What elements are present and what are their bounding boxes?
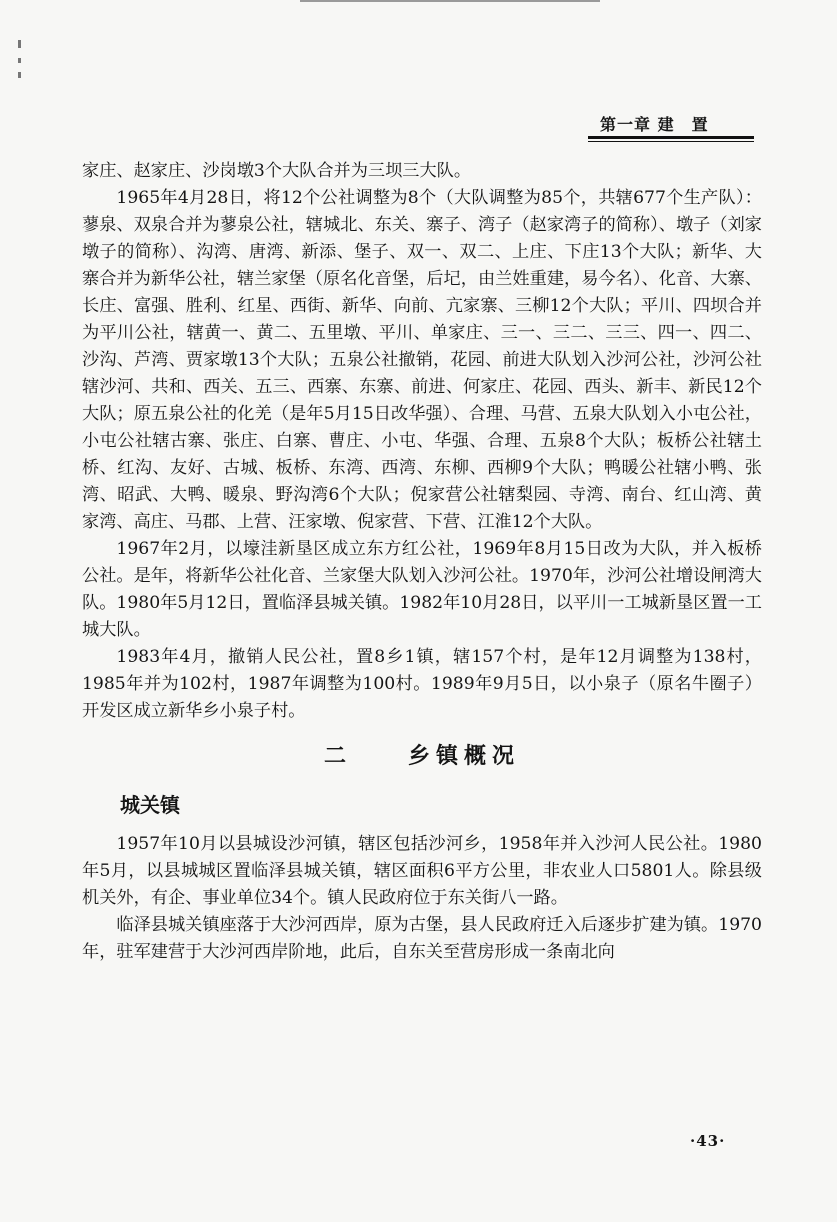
scan-top-rule: [300, 0, 600, 2]
subsection-title: 城关镇: [120, 793, 180, 817]
header-rule: [588, 136, 754, 139]
paragraph: 临泽县城关镇座落于大沙河西岸，原为古堡，县人民政府迁入后逐步扩建为镇。1970年，驻军建营于大沙河西岸阶地，此后，自东关至营房形成一条南北向: [82, 915, 762, 962]
running-header: 第一章 建 置: [600, 115, 709, 134]
paragraph: 1983年4月，撤销人民公社，置8乡1镇，辖157个村，是年12月调整为138村，1985年并为102村，1987年调整为100村。1989年9月5日，以小泉子（原名牛圈子）开发区成立新华乡小泉子村。: [82, 647, 762, 721]
paragraph: 1967年2月，以壕洼新垦区成立东方红公社，1969年8月15日改为大队，并入板桥公社。是年，将新华公社化音、兰家堡大队划入沙河公社。1970年，沙河公社增设闸湾大队。1980年5月12日，置临泽县城关镇。1982年10月28日，以平川一工城新垦区置一工城大队。: [82, 539, 762, 640]
body-text: [82, 158, 762, 966]
binding-mark: [18, 72, 21, 78]
section-title: 二 乡镇概况: [323, 743, 520, 769]
binding-mark: [18, 58, 21, 63]
paragraph: 1965年4月28日，将12个公社调整为8个（大队调整为85个，共辖677个生产队）：蓼泉、双泉合并为蓼泉公社，辖城北、东关、寨子、湾子（赵家湾子的简称）、墩子（刘家墩子的简称）、沟湾、唐湾、新添、堡子、双一、双二、上庄、下庄13个大队；新华、大寨合并为新华公社，辖兰家堡（原名化音堡，后圮，由兰姓重建，易今名）、化音、大寨、长庄、富强、胜利、红星、西街、新华、向前、亢家寨、三柳12个大队；平川、四坝合并为平川公社，辖黄一、黄二、五里墩、平川、单家庄、三一、三二、三三、四一、四二、沙沟、芦湾、贾家墩13个大队；五泉公社撤销，花园、前进大队划入沙河公社，沙河公社辖沙河、共和、西关、五三、西寨、东寨、前进、何家庄、花园、西头、新丰、新民12个大队；原五泉公社的化羌（是年5月15日改华强）、合理、马营、五泉大队划入小屯公社，小屯公社辖古寨、张庄、白寨、曹庄、小屯、华强、合理、五泉8个大队；板桥公社辖土桥、红沟、友好、古城、板桥、东湾、西湾、东柳、西柳9个大队；鸭暖公社辖小鸭、张湾、昭武、大鸭、暖泉、野沟湾6个大队；倪家营公社辖梨园、寺湾、南台、红山湾、黄家湾、高庄、马郡、上营、汪家墩、倪家营、下营、江淮12个大队。: [82, 188, 762, 532]
binding-mark: [18, 40, 21, 48]
paragraph: 1957年10月以县城设沙河镇，辖区包括沙河乡，1958年并入沙河人民公社。1980年5月，以县城城区置临泽县城关镇，辖区面积6平方公里，非农业人口5801人。除县级机关外，有企、事业单位34个。镇人民政府位于东关街八一路。: [82, 834, 762, 908]
page-number: ·43·: [690, 1132, 726, 1150]
paragraph-continued: 家庄、赵家庄、沙岗墩3个大队合并为三坝三大队。: [82, 161, 472, 181]
header-rule-thin: [588, 141, 754, 142]
